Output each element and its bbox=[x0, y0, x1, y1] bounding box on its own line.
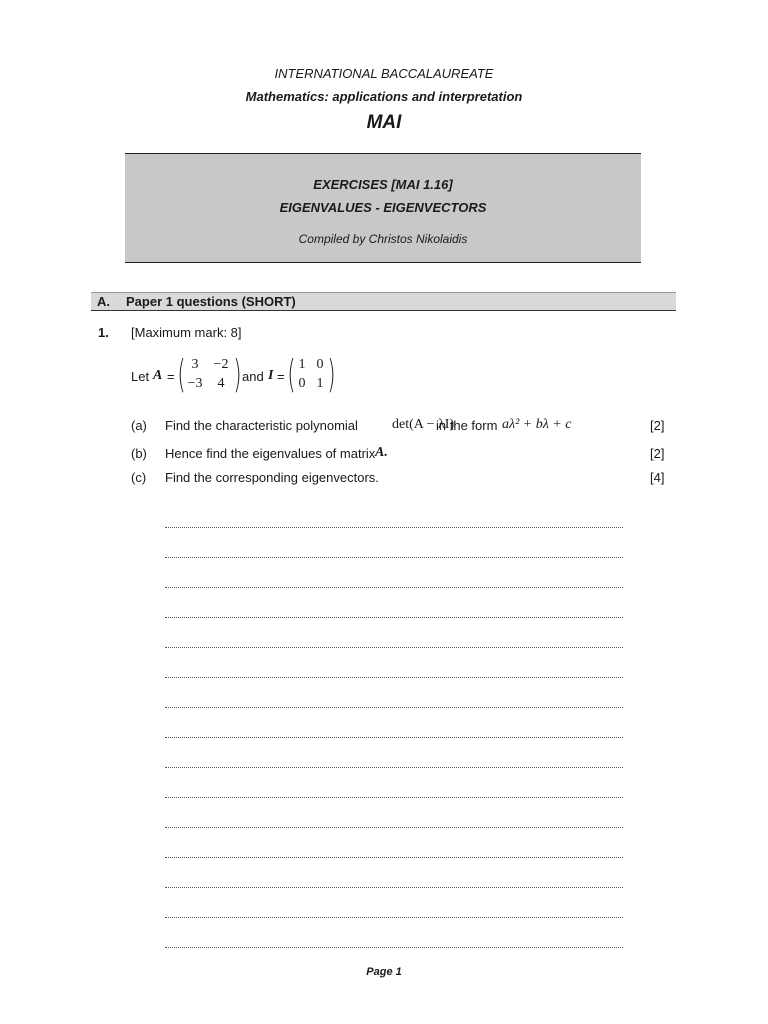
matrix-i-cell: 0 bbox=[298, 376, 306, 391]
part-label: (b) bbox=[131, 446, 147, 461]
matrix-i-cell: 1 bbox=[298, 357, 306, 372]
answer-line bbox=[165, 527, 623, 528]
question-part bbox=[0, 418, 768, 436]
topic-title: EIGENVALUES - EIGENVECTORS bbox=[279, 200, 487, 215]
answer-line bbox=[165, 917, 623, 918]
section-letter: A. bbox=[97, 294, 110, 309]
let-label: Let bbox=[131, 369, 150, 384]
page-number: Page 1 bbox=[366, 966, 402, 978]
exercise-title: EXERCISES [MAI 1.16] bbox=[313, 177, 453, 192]
answer-line bbox=[165, 797, 623, 798]
and-label: and bbox=[242, 369, 264, 384]
question-part bbox=[0, 470, 768, 488]
part-text: Find the corresponding eigenvectors. bbox=[165, 470, 379, 485]
equals-sign-a: = bbox=[167, 369, 175, 384]
section-header bbox=[91, 292, 676, 311]
answer-line bbox=[165, 947, 623, 948]
title-box bbox=[125, 153, 641, 263]
matrix-i: ( 1 0 0 1 ) bbox=[287, 352, 336, 396]
part-math: det(A − λI) bbox=[392, 417, 455, 432]
institution-name: INTERNATIONAL BACCALAUREATE bbox=[274, 66, 494, 81]
part-text: Hence find the eigenvalues of matrix bbox=[165, 446, 376, 461]
matrix-a-symbol: A bbox=[153, 368, 163, 383]
answer-line bbox=[165, 617, 623, 618]
answer-line bbox=[165, 557, 623, 558]
answer-line bbox=[165, 707, 623, 708]
answer-line bbox=[165, 647, 623, 648]
matrix-i-symbol: I bbox=[268, 368, 274, 383]
equals-sign-i: = bbox=[277, 369, 285, 384]
answer-line bbox=[165, 857, 623, 858]
matrix-a: ( 3 −2 −3 4 ) bbox=[177, 352, 242, 396]
matrix-i-cell: 1 bbox=[316, 376, 324, 391]
part-math: A. bbox=[375, 445, 388, 460]
answer-line bbox=[165, 767, 623, 768]
matrix-a-cell: −2 bbox=[213, 357, 229, 372]
answer-line bbox=[165, 887, 623, 888]
matrix-i-cell: 0 bbox=[316, 357, 324, 372]
answer-line bbox=[165, 587, 623, 588]
section-title: Paper 1 questions (SHORT) bbox=[126, 294, 296, 309]
course-code: MAI bbox=[366, 112, 402, 133]
part-text-continued: in the form bbox=[436, 418, 498, 433]
answer-line bbox=[165, 677, 623, 678]
part-math: aλ² + bλ + c bbox=[502, 417, 572, 432]
matrix-a-cell: 4 bbox=[217, 376, 225, 391]
answer-line bbox=[165, 737, 623, 738]
matrix-a-cell: −3 bbox=[187, 376, 203, 391]
answer-line bbox=[165, 827, 623, 828]
part-label: (c) bbox=[131, 470, 147, 485]
question-max-mark: [Maximum mark: 8] bbox=[131, 325, 242, 340]
question-part bbox=[0, 446, 768, 464]
author-credit: Compiled by Christos Nikolaidis bbox=[298, 232, 468, 246]
part-mark: [2] bbox=[650, 446, 665, 461]
question-number: 1. bbox=[98, 325, 109, 340]
matrix-a-cell: 3 bbox=[191, 357, 199, 372]
part-mark: [4] bbox=[650, 470, 665, 485]
part-text: Find the characteristic polynomial bbox=[165, 418, 358, 433]
course-name: Mathematics: applications and interpretation bbox=[245, 89, 523, 104]
part-mark: [2] bbox=[650, 418, 665, 433]
part-label: (a) bbox=[131, 418, 147, 433]
